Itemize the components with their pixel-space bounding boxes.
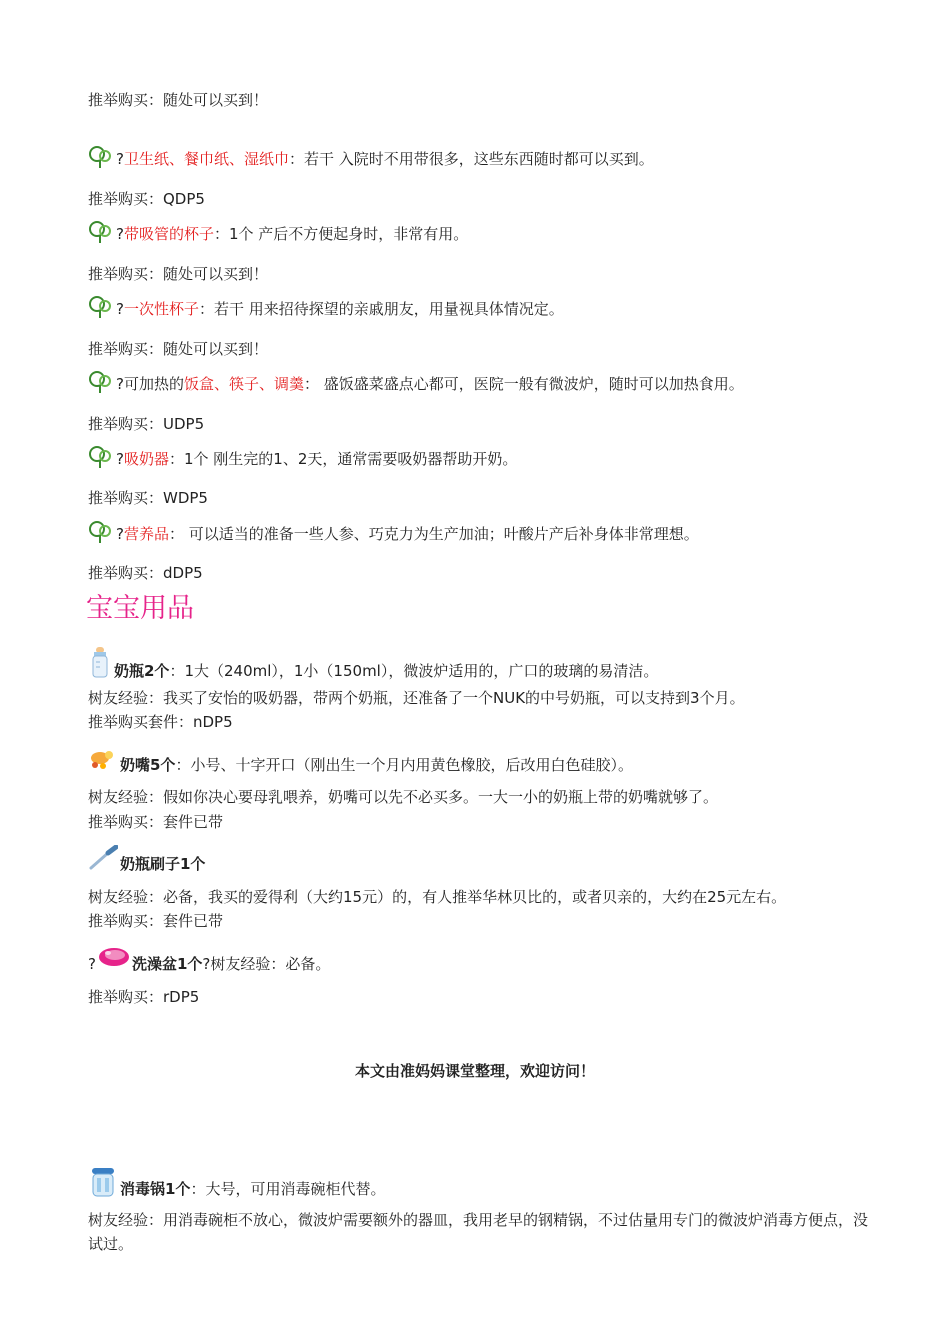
item-name: 带吸管的杯子 <box>123 225 214 243</box>
glyph-text: ?可加热的 <box>116 375 184 393</box>
item-desc: ： 盛饭盛菜盛点心都可，医院一般有微波炉，随时可以加热食用。 <box>303 375 744 393</box>
item-name: 一次性杯子 <box>123 300 199 318</box>
baby-bottle-icon <box>88 646 112 687</box>
item-name: 奶瓶2个 <box>114 662 170 680</box>
item-name: 消毒锅1个 <box>120 1180 191 1198</box>
item-desc: ： 可以适当的准备一些人参、巧克力为生产加油；叶酸片产后补身体非常理想。 <box>168 525 699 543</box>
tree-bullet-icon <box>88 221 114 248</box>
text-line: 推举购买：WDP5 <box>88 489 208 507</box>
text-line: 推举购买：套件已带 <box>88 912 224 930</box>
text-line: 推举购买：套件已带 <box>88 813 224 831</box>
item-name: 卫生纸、餐巾纸、湿纸巾 <box>123 150 289 168</box>
sterilizer-icon <box>88 1166 118 1209</box>
item-desc: ：若干 用来招待探望的亲戚朋友，用量视具体情况定。 <box>198 300 564 318</box>
text-line: 推举购买：rDP5 <box>88 988 200 1006</box>
bottle-brush-icon <box>88 845 118 880</box>
pacifier-icon <box>88 746 118 781</box>
glyph-text: ? <box>116 300 124 318</box>
list-item <box>88 845 205 880</box>
list-item <box>88 945 330 980</box>
text-line: 推举购买：UDP5 <box>88 415 205 433</box>
list-item <box>88 1166 385 1209</box>
text-line: 推举购买：随处可以买到！ <box>88 91 269 109</box>
item-desc: ：若干 入院时不用带很多，这些东西随时都可以买到。 <box>288 150 654 168</box>
list-item <box>88 371 744 398</box>
item-desc: ?树友经验：必备。 <box>202 955 331 973</box>
list-item <box>88 296 564 323</box>
tree-bullet-icon <box>88 146 114 173</box>
text-line: 树友经验：我买了安怡的吸奶器，带两个奶瓶，还准备了一个NUK的中号奶瓶，可以支持到3个月。 <box>88 689 745 707</box>
item-name: 吸奶器 <box>123 450 169 468</box>
list-item <box>88 221 468 248</box>
text-line: 推举购买：随处可以买到！ <box>88 340 269 358</box>
item-desc: ：1大（240ml），1小（150ml），微波炉适用的，广口的玻璃的易清洁。 <box>169 662 659 680</box>
glyph-text: ? <box>116 225 124 243</box>
glyph-text: ? <box>88 955 96 973</box>
list-item <box>88 746 633 781</box>
glyph-text: ? <box>116 525 124 543</box>
text-line: 推举购买：QDP5 <box>88 190 205 208</box>
text-line: 推举购买：dDP5 <box>88 564 203 582</box>
item-name: 洗澡盆1个 <box>131 955 203 973</box>
list-item <box>88 521 699 548</box>
item-desc: ：1个 刚生完的1、2天，通常需要吸奶器帮助开奶。 <box>168 450 518 468</box>
glyph-text: ? <box>116 150 124 168</box>
text-line: 推举购买：随处可以买到！ <box>88 265 269 283</box>
glyph-text: ? <box>116 450 124 468</box>
item-desc: ：大号，可用消毒碗柜代替。 <box>190 1180 386 1198</box>
item-desc: ：1个 产后不方便起身时，非常有用。 <box>213 225 469 243</box>
item-name: 饭盒、筷子、调羹 <box>183 375 304 393</box>
list-item <box>88 146 654 173</box>
tree-bullet-icon <box>88 521 114 548</box>
text-line: 推举购买套件：nDP5 <box>88 713 233 731</box>
text-paragraph: 树友经验：用消毒碗柜不放心，微波炉需要额外的器皿，我用老早的钢精锅，不过估量用专门的微波炉消毒方便点，没试过。 <box>88 1211 869 1253</box>
text-line: 树友经验：必备，我买的爱得利（大约15元）的，有人推举华林贝比的，或者贝亲的，大约在25元左右。 <box>88 888 787 906</box>
item-name: 奶嘴5个 <box>120 756 176 774</box>
tree-bullet-icon <box>88 446 114 473</box>
tree-bullet-icon <box>88 296 114 323</box>
list-item <box>88 446 517 473</box>
footer-note: 本文由准妈妈课堂整理，欢迎访问！ <box>354 1062 595 1080</box>
section-title: 宝宝用品 <box>86 593 194 624</box>
tree-bullet-icon <box>88 371 114 398</box>
item-desc: ：小号、十字开口（刚出生一个月内用黄色橡胶，后改用白色硅胶）。 <box>175 756 633 774</box>
item-name: 营养品 <box>123 525 169 543</box>
list-item <box>88 646 658 687</box>
text-line: 树友经验：假如你决心要母乳喂养，奶嘴可以先不必买多。一大一小的奶瓶上带的奶嘴就够了。 <box>88 788 719 806</box>
bath-tub-icon <box>96 945 130 980</box>
item-name: 奶瓶刷子1个 <box>120 855 206 873</box>
